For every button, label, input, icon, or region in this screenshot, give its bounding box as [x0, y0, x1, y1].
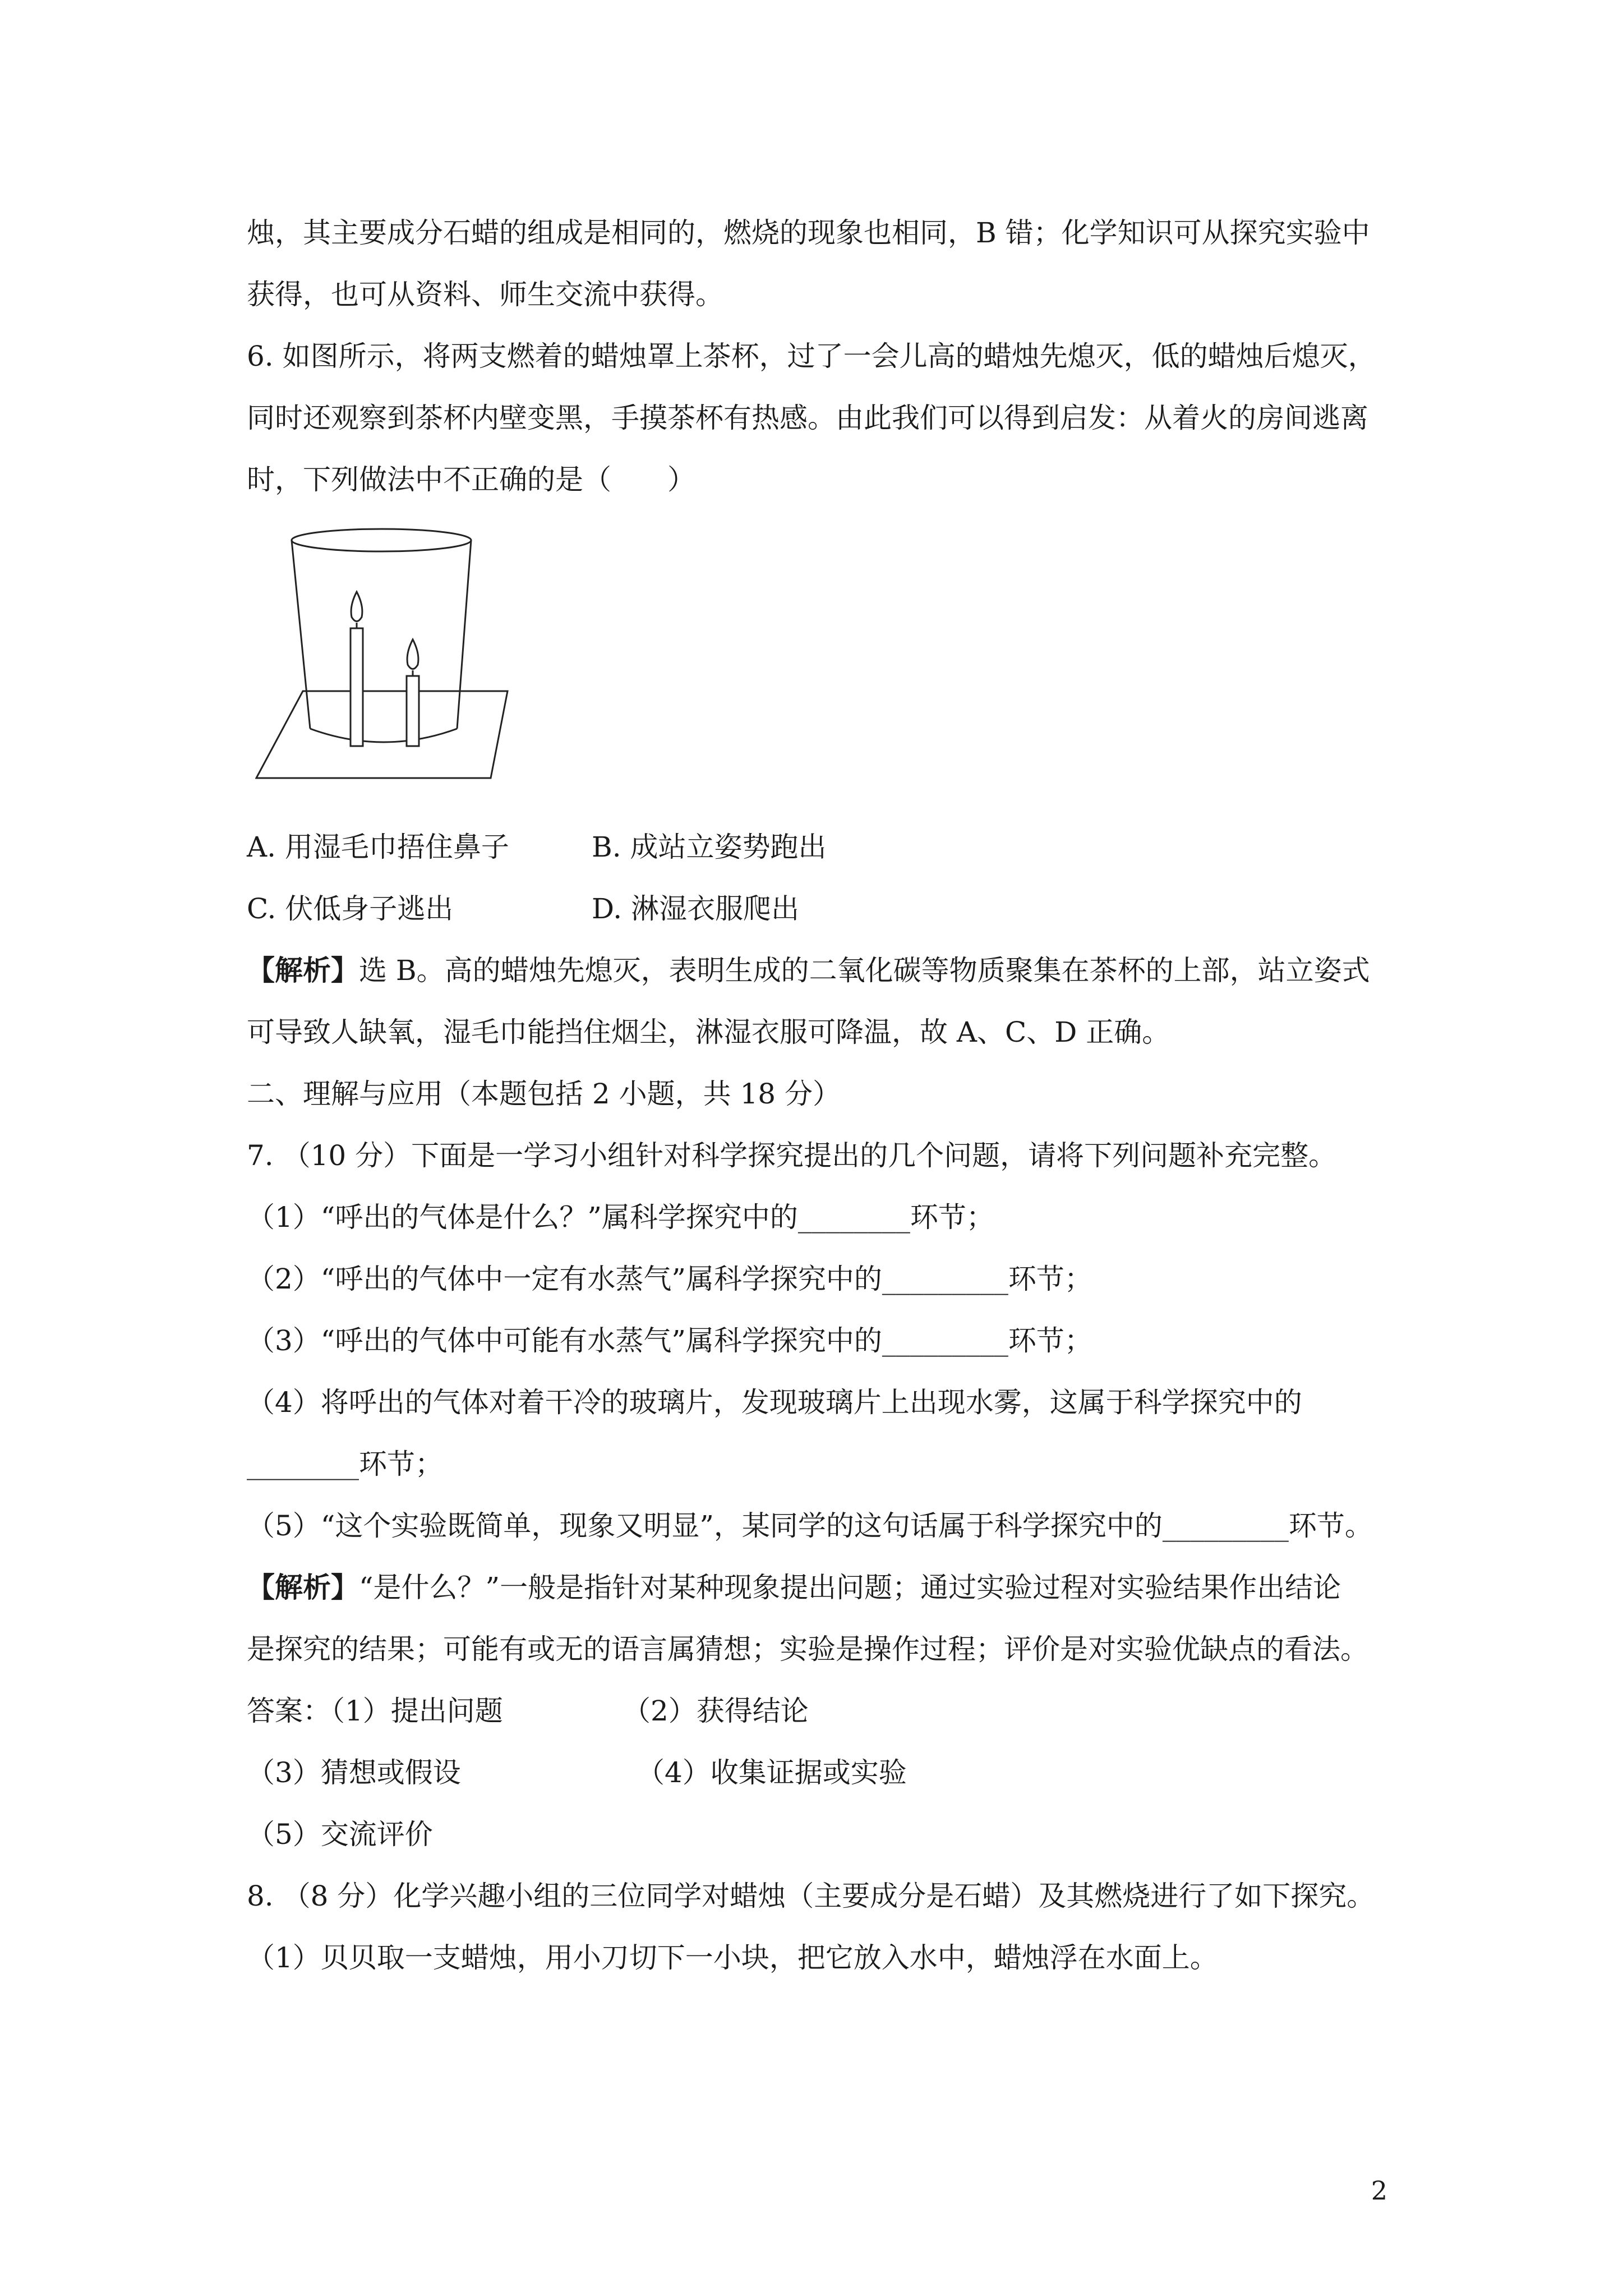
candle-under-cup-figure — [255, 524, 513, 785]
option-a: A. 用湿毛巾捂住鼻子 — [247, 831, 509, 863]
question-7-part-3: （3）“呼出的气体中可能有水蒸气”属科学探究中的_________环节； — [247, 1324, 1092, 1357]
question-7-part-5: （5）“这个实验既简单，现象又明显”，某同学的这句话属于科学探究中的_________环节。 — [247, 1510, 1373, 1542]
analysis-7-line-2: 是探究的结果；可能有或无的语言属猜想；实验是操作过程；评价是对实验优缺点的看法。 — [247, 1633, 1368, 1665]
question-7-part-4b: ________环节； — [247, 1448, 443, 1480]
analysis-6-line-2: 可导致人缺氧，湿毛巾能挡住烟尘，淋湿衣服可降温，故 A、C、D 正确。 — [247, 1016, 1170, 1048]
line-2: 获得，也可从资料、师生交流中获得。 — [247, 278, 723, 311]
question-7-part-1: （1）“呼出的气体是什么？”属科学探究中的________环节； — [247, 1201, 994, 1234]
line-1: 烛，其主要成分石蜡的组成是相同的，燃烧的现象也相同，B 错；化学知识可从探究实验中 — [247, 217, 1370, 249]
analysis-tag: 【解析】 — [247, 954, 359, 987]
question-6-line-3: 时，下列做法中不正确的是（ ） — [247, 463, 695, 496]
option-d: D. 淋湿衣服爬出 — [592, 892, 800, 925]
question-7: 7. （10 分）下面是一学习小组针对科学探究提出的几个问题，请将下列问题补充完整。 — [247, 1139, 1337, 1172]
analysis-text: “是什么？”一般是指针对某种现象提出问题；通过实验过程对实验结果作出结论 — [359, 1571, 1341, 1604]
option-b: B. 成站立姿势跑出 — [592, 831, 827, 863]
answer-2: （2）获得结论 — [623, 1695, 809, 1727]
question-8: 8. （8 分）化学兴趣小组的三位同学对蜡烛（主要成分是石蜡）及其燃烧进行了如下探究。 — [247, 1880, 1375, 1912]
question-8-part-1: （1）贝贝取一支蜡烛，用小刀切下一小块，把它放入水中，蜡烛浮在水面上。 — [247, 1941, 1218, 1974]
question-6-line-1: 6. 如图所示，将两支燃着的蜡烛罩上茶杯，过了一会儿高的蜡烛先熄灭，低的蜡烛后熄灭， — [247, 340, 1376, 372]
tall-candle — [351, 592, 363, 746]
answer-5: （5）交流评价 — [247, 1818, 433, 1851]
option-c: C. 伏低身子逃出 — [247, 892, 454, 925]
section-2-heading: 二、理解与应用（本题包括 2 小题，共 18 分） — [247, 1078, 841, 1110]
base-plate — [256, 691, 508, 778]
page-number: 2 — [1371, 2175, 1387, 2206]
question-7-part-2: （2）“呼出的气体中一定有水蒸气”属科学探究中的_________环节； — [247, 1263, 1092, 1295]
analysis-7-line-1 — [247, 1571, 1341, 1604]
tea-cup — [292, 529, 471, 742]
analysis-6-line-1 — [247, 954, 1370, 987]
answer-1: 答案：（1）提出问题 — [247, 1695, 503, 1727]
analysis-tag: 【解析】 — [247, 1571, 359, 1604]
answer-4: （4）收集证据或实验 — [637, 1756, 907, 1789]
question-6-line-2: 同时还观察到茶杯内壁变黑，手摸茶杯有热感。由此我们可以得到启发：从着火的房间逃离 — [247, 402, 1368, 434]
analysis-text: 选 B。高的蜡烛先熄灭，表明生成的二氧化碳等物质聚集在茶杯的上部，站立姿式 — [359, 954, 1370, 987]
question-7-part-4a: （4）将呼出的气体对着干冷的玻璃片，发现玻璃片上出现水雾，这属于科学探究中的 — [247, 1386, 1302, 1419]
answer-3: （3）猜想或假设 — [247, 1756, 461, 1789]
short-candle — [407, 639, 419, 746]
